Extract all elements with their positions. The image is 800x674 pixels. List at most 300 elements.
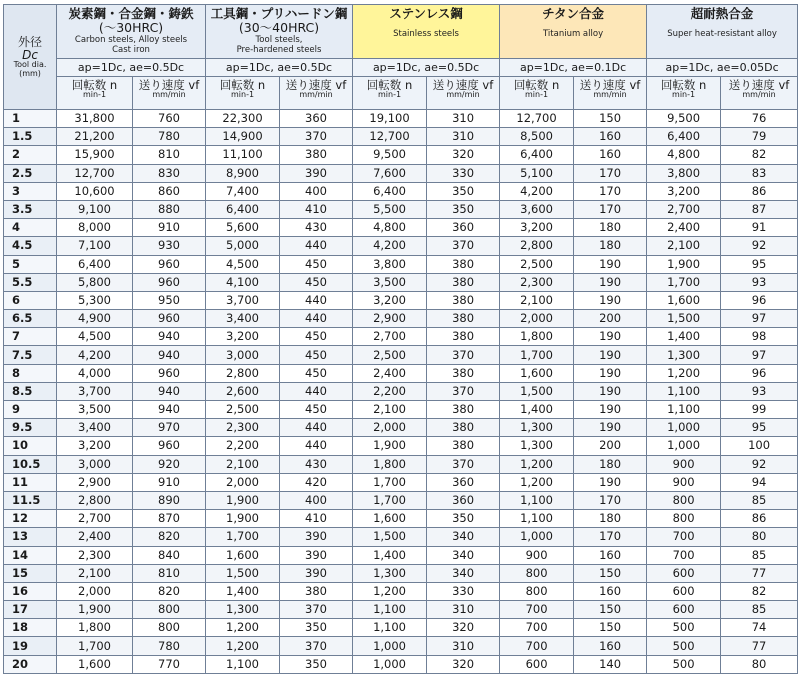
spindle-speed-cell: 5,500 (353, 200, 427, 218)
feed-rate-header-unit: mm/min (152, 90, 186, 100)
spindle-speed-cell: 1,500 (353, 528, 427, 546)
tool-diameter-cell: 7 (4, 328, 57, 346)
spindle-speed-header-label: 回転数 n (513, 78, 560, 92)
spindle-speed-cell: 8,900 (206, 164, 280, 182)
feed-rate-cell: 350 (427, 200, 500, 218)
cut-depth-tool-steel: ap=1Dc, ae=0.5Dc (206, 59, 353, 77)
table-row (4, 382, 798, 400)
feed-rate-cell: 430 (280, 455, 353, 473)
table-row (4, 437, 798, 455)
feed-rate-cell: 450 (280, 328, 353, 346)
spindle-speed-header (647, 77, 721, 110)
spindle-speed-cell: 3,200 (500, 219, 574, 237)
feed-rate-cell: 86 (721, 510, 798, 528)
feed-rate-cell: 77 (721, 637, 798, 655)
cut-depth-carbon: ap=1Dc, ae=0.5Dc (57, 59, 206, 77)
spindle-speed-cell: 8,000 (57, 219, 133, 237)
spindle-speed-header-unit: min-1 (230, 90, 255, 100)
spindle-speed-cell: 2,500 (353, 346, 427, 364)
tool-diameter-cell: 10 (4, 437, 57, 455)
feed-rate-header-label: 送り速度 vf (432, 78, 494, 92)
group-title-en: Super heat-resistant alloy (667, 29, 777, 39)
feed-rate-cell: 370 (280, 601, 353, 619)
tool-diameter-cell: 12 (4, 510, 57, 528)
spindle-speed-cell: 3,800 (647, 164, 721, 182)
spindle-speed-cell: 3,200 (647, 182, 721, 200)
spindle-speed-cell: 3,500 (57, 401, 133, 419)
group-title-en: Stainless steels (393, 29, 459, 39)
feed-rate-header-label: 送り速度 vf (138, 78, 200, 92)
spindle-speed-cell: 2,600 (206, 382, 280, 400)
spindle-speed-cell: 3,700 (57, 382, 133, 400)
spindle-speed-cell: 600 (647, 601, 721, 619)
feed-rate-header (574, 77, 647, 110)
feed-rate-cell: 920 (133, 455, 206, 473)
spindle-speed-cell: 2,500 (500, 255, 574, 273)
feed-rate-cell: 310 (427, 601, 500, 619)
feed-rate-cell: 940 (133, 401, 206, 419)
spindle-speed-cell: 5,800 (57, 273, 133, 291)
feed-rate-cell: 940 (133, 346, 206, 364)
spindle-speed-cell: 1,900 (647, 255, 721, 273)
spindle-speed-header-unit: min-1 (82, 90, 107, 100)
spindle-speed-cell: 21,200 (57, 128, 133, 146)
spindle-speed-cell: 9,500 (647, 110, 721, 128)
feed-rate-cell: 180 (574, 237, 647, 255)
feed-rate-cell: 370 (280, 128, 353, 146)
feed-rate-cell: 74 (721, 619, 798, 637)
feed-rate-header-unit: mm/min (446, 90, 480, 100)
feed-rate-cell: 150 (574, 564, 647, 582)
spindle-speed-header-label: 回転数 n (219, 78, 266, 92)
spindle-speed-cell: 700 (647, 546, 721, 564)
feed-rate-cell: 160 (574, 128, 647, 146)
tool-diameter-cell: 14 (4, 546, 57, 564)
feed-rate-cell: 430 (280, 219, 353, 237)
spindle-speed-cell: 1,300 (500, 419, 574, 437)
spindle-speed-cell: 2,700 (57, 510, 133, 528)
table-row (4, 619, 798, 637)
feed-rate-cell: 190 (574, 401, 647, 419)
spindle-speed-cell: 15,900 (57, 146, 133, 164)
feed-rate-cell: 390 (280, 546, 353, 564)
feed-rate-cell: 190 (574, 273, 647, 291)
feed-rate-cell: 170 (574, 182, 647, 200)
feed-rate-cell: 93 (721, 382, 798, 400)
tool-diameter-cell: 5 (4, 255, 57, 273)
tool-diameter-cell: 6 (4, 291, 57, 309)
spindle-speed-cell: 12,700 (500, 110, 574, 128)
feed-rate-cell: 780 (133, 637, 206, 655)
feed-rate-cell: 79 (721, 128, 798, 146)
spindle-speed-cell: 1,500 (500, 382, 574, 400)
table-row (4, 182, 798, 200)
tool-diameter-cell: 2.5 (4, 164, 57, 182)
spindle-speed-cell: 1,700 (57, 637, 133, 655)
spindle-speed-cell: 1,000 (500, 528, 574, 546)
feed-rate-cell: 350 (280, 619, 353, 637)
feed-rate-cell: 85 (721, 491, 798, 509)
spindle-speed-cell: 600 (647, 564, 721, 582)
feed-rate-cell: 450 (280, 255, 353, 273)
spindle-speed-cell: 6,400 (353, 182, 427, 200)
spindle-speed-cell: 1,900 (206, 491, 280, 509)
feed-rate-cell: 380 (427, 291, 500, 309)
spindle-speed-cell: 2,100 (500, 291, 574, 309)
tool-dia-symbol: Dc (22, 47, 38, 62)
feed-rate-cell: 840 (133, 546, 206, 564)
feed-rate-cell: 330 (427, 582, 500, 600)
table-row (4, 491, 798, 509)
feed-rate-cell: 97 (721, 346, 798, 364)
feed-rate-cell: 390 (280, 164, 353, 182)
feed-rate-cell: 150 (574, 110, 647, 128)
feed-rate-header-label: 送り速度 vf (285, 78, 347, 92)
feed-rate-header-label: 送り速度 vf (728, 78, 790, 92)
spindle-speed-cell: 1,700 (353, 473, 427, 491)
feed-rate-cell: 190 (574, 255, 647, 273)
feed-rate-cell: 85 (721, 601, 798, 619)
group-title-jp: 炭素鋼・合金鋼・鋳鉄 (68, 6, 194, 21)
spindle-speed-cell: 19,100 (353, 110, 427, 128)
feed-rate-cell: 200 (574, 437, 647, 455)
table-row (4, 601, 798, 619)
spindle-speed-cell: 6,400 (500, 146, 574, 164)
tool-diameter-cell: 1.5 (4, 128, 57, 146)
spindle-speed-cell: 8,500 (500, 128, 574, 146)
table-row (4, 128, 798, 146)
feed-rate-cell: 760 (133, 110, 206, 128)
spindle-speed-cell: 1,200 (206, 619, 280, 637)
spindle-speed-cell: 2,100 (353, 401, 427, 419)
spindle-speed-cell: 2,800 (500, 237, 574, 255)
spindle-speed-cell: 600 (647, 582, 721, 600)
spindle-speed-cell: 1,600 (500, 364, 574, 382)
feed-rate-cell: 380 (427, 273, 500, 291)
feed-rate-cell: 190 (574, 346, 647, 364)
spindle-speed-cell: 4,200 (353, 237, 427, 255)
feed-rate-cell: 870 (133, 510, 206, 528)
feed-rate-cell: 320 (427, 619, 500, 637)
feed-rate-cell: 97 (721, 310, 798, 328)
tool-diameter-cell: 2 (4, 146, 57, 164)
group-hardness: (～30HRC) (98, 20, 164, 35)
spindle-speed-cell: 1,800 (353, 455, 427, 473)
feed-rate-cell: 910 (133, 219, 206, 237)
feed-rate-cell: 930 (133, 237, 206, 255)
spindle-speed-cell: 1,400 (647, 328, 721, 346)
table-row (4, 291, 798, 309)
feed-rate-cell: 170 (574, 164, 647, 182)
table-row (4, 237, 798, 255)
group-title-jp: チタン合金 (542, 6, 604, 21)
feed-rate-cell: 400 (280, 182, 353, 200)
spindle-speed-cell: 7,400 (206, 182, 280, 200)
spindle-speed-cell: 3,000 (206, 346, 280, 364)
feed-rate-cell: 340 (427, 528, 500, 546)
spindle-speed-cell: 9,100 (57, 200, 133, 218)
spindle-speed-cell: 1,200 (500, 455, 574, 473)
feed-rate-cell: 380 (427, 364, 500, 382)
spindle-speed-cell: 4,100 (206, 273, 280, 291)
feed-rate-cell: 960 (133, 273, 206, 291)
spindle-speed-cell: 900 (647, 455, 721, 473)
spindle-speed-cell: 2,000 (353, 419, 427, 437)
tool-diameter-cell: 17 (4, 601, 57, 619)
group-title-jp: 超耐熱合金 (690, 6, 754, 21)
table-row (4, 655, 798, 673)
spindle-speed-cell: 2,800 (206, 364, 280, 382)
tool-diameter-cell: 8 (4, 364, 57, 382)
feed-rate-cell: 820 (133, 528, 206, 546)
cut-depth-heat-resistant: ap=1Dc, ae=0.05Dc (647, 59, 798, 77)
table-row (4, 310, 798, 328)
table-row (4, 419, 798, 437)
feed-rate-cell: 80 (721, 655, 798, 673)
feed-rate-cell: 150 (574, 619, 647, 637)
feed-rate-cell: 380 (427, 419, 500, 437)
feed-rate-cell: 330 (427, 164, 500, 182)
feed-rate-cell: 310 (427, 637, 500, 655)
feed-rate-cell: 380 (427, 437, 500, 455)
feed-rate-cell: 190 (574, 364, 647, 382)
table-row (4, 146, 798, 164)
feed-rate-header (427, 77, 500, 110)
feed-rate-cell: 970 (133, 419, 206, 437)
spindle-speed-cell: 2,400 (57, 528, 133, 546)
spindle-speed-cell: 1,100 (206, 655, 280, 673)
feed-rate-cell: 98 (721, 328, 798, 346)
feed-rate-cell: 380 (427, 401, 500, 419)
spindle-speed-cell: 4,900 (57, 310, 133, 328)
spindle-speed-cell: 800 (647, 510, 721, 528)
feed-rate-cell: 880 (133, 200, 206, 218)
table-row (4, 637, 798, 655)
feed-rate-cell: 200 (574, 310, 647, 328)
spindle-speed-cell: 11,100 (206, 146, 280, 164)
feed-rate-cell: 820 (133, 582, 206, 600)
table-row (4, 455, 798, 473)
spindle-speed-cell: 2,100 (57, 564, 133, 582)
spindle-speed-cell: 800 (500, 564, 574, 582)
feed-rate-cell: 180 (574, 219, 647, 237)
feed-rate-cell: 450 (280, 346, 353, 364)
feed-rate-cell: 440 (280, 382, 353, 400)
spindle-speed-cell: 1,500 (647, 310, 721, 328)
table-row (4, 510, 798, 528)
spindle-speed-cell: 4,800 (353, 219, 427, 237)
feed-rate-cell: 380 (427, 310, 500, 328)
spindle-speed-cell: 900 (647, 473, 721, 491)
feed-rate-cell: 170 (574, 491, 647, 509)
feed-rate-cell: 810 (133, 564, 206, 582)
group-stainless-steel (353, 5, 500, 59)
spindle-speed-cell: 1,400 (353, 546, 427, 564)
spindle-speed-cell: 6,400 (57, 255, 133, 273)
table-row (4, 164, 798, 182)
spindle-speed-cell: 1,100 (500, 491, 574, 509)
spindle-speed-cell: 3,600 (500, 200, 574, 218)
spindle-speed-cell: 1,100 (647, 382, 721, 400)
spindle-speed-cell: 4,200 (57, 346, 133, 364)
spindle-speed-cell: 2,400 (647, 219, 721, 237)
spindle-speed-cell: 500 (647, 619, 721, 637)
feed-rate-cell: 370 (427, 382, 500, 400)
spindle-speed-cell: 1,700 (206, 528, 280, 546)
tool-dia-unit: (mm) (19, 68, 41, 78)
spindle-speed-cell: 1,200 (647, 364, 721, 382)
spindle-speed-cell: 14,900 (206, 128, 280, 146)
feed-rate-cell: 450 (280, 401, 353, 419)
spindle-speed-cell: 1,100 (647, 401, 721, 419)
spindle-speed-cell: 3,500 (353, 273, 427, 291)
spindle-speed-cell: 2,900 (57, 473, 133, 491)
spindle-speed-cell: 1,700 (500, 346, 574, 364)
group-titanium-alloy (500, 5, 647, 59)
feed-rate-header-unit: mm/min (742, 90, 776, 100)
feed-rate-cell: 180 (574, 510, 647, 528)
tool-diameter-cell: 7.5 (4, 346, 57, 364)
feed-rate-header (280, 77, 353, 110)
spindle-speed-cell: 1,700 (647, 273, 721, 291)
spindle-speed-cell: 1,100 (353, 619, 427, 637)
feed-rate-cell: 310 (427, 110, 500, 128)
spindle-speed-cell: 2,000 (57, 582, 133, 600)
spindle-speed-header (206, 77, 280, 110)
tool-diameter-cell: 11.5 (4, 491, 57, 509)
tool-diameter-cell: 4 (4, 219, 57, 237)
spindle-speed-cell: 3,200 (353, 291, 427, 309)
feed-rate-header-unit: mm/min (299, 90, 333, 100)
feed-rate-cell: 360 (427, 473, 500, 491)
spindle-speed-cell: 500 (647, 637, 721, 655)
spindle-speed-header (57, 77, 133, 110)
spindle-speed-cell: 10,600 (57, 182, 133, 200)
feed-rate-cell: 100 (721, 437, 798, 455)
table-row (4, 582, 798, 600)
tool-diameter-cell: 9 (4, 401, 57, 419)
feed-rate-cell: 190 (574, 328, 647, 346)
spindle-speed-cell: 2,000 (206, 473, 280, 491)
spindle-speed-cell: 3,800 (353, 255, 427, 273)
spindle-speed-cell: 22,300 (206, 110, 280, 128)
tool-diameter-cell: 3 (4, 182, 57, 200)
feed-rate-cell: 450 (280, 364, 353, 382)
spindle-speed-header-unit: min-1 (672, 90, 696, 100)
spindle-speed-cell: 1,300 (353, 564, 427, 582)
spindle-speed-cell: 700 (647, 528, 721, 546)
spindle-speed-cell: 1,000 (647, 437, 721, 455)
spindle-speed-cell: 700 (500, 637, 574, 655)
spindle-speed-cell: 1,000 (353, 637, 427, 655)
feed-rate-cell: 95 (721, 255, 798, 273)
spindle-speed-cell: 4,500 (206, 255, 280, 273)
feed-rate-cell: 96 (721, 291, 798, 309)
table-row (4, 273, 798, 291)
feed-rate-cell: 960 (133, 310, 206, 328)
spindle-speed-cell: 2,300 (57, 546, 133, 564)
spindle-speed-cell: 1,200 (500, 473, 574, 491)
tool-diameter-cell: 10.5 (4, 455, 57, 473)
spindle-speed-cell: 1,000 (647, 419, 721, 437)
group-carbon-steel (57, 5, 206, 59)
feed-rate-cell: 190 (574, 419, 647, 437)
spindle-speed-cell: 2,100 (647, 237, 721, 255)
spindle-speed-cell: 2,100 (206, 455, 280, 473)
spindle-speed-cell: 12,700 (57, 164, 133, 182)
spindle-speed-cell: 1,100 (500, 510, 574, 528)
feed-rate-cell: 93 (721, 273, 798, 291)
feed-rate-cell: 400 (280, 491, 353, 509)
tool-diameter-cell: 4.5 (4, 237, 57, 255)
spindle-speed-cell: 1,300 (647, 346, 721, 364)
group-title-jp: 工具鋼・プリハードン鋼 (210, 6, 348, 21)
spindle-speed-cell: 2,700 (647, 200, 721, 218)
spindle-speed-cell: 6,400 (206, 200, 280, 218)
tool-dia-en: Tool dia. (13, 60, 47, 70)
feed-rate-cell: 160 (574, 582, 647, 600)
feed-rate-cell: 94 (721, 473, 798, 491)
feed-rate-cell: 86 (721, 182, 798, 200)
feed-rate-cell: 80 (721, 528, 798, 546)
feed-rate-cell: 170 (574, 528, 647, 546)
spindle-speed-cell: 3,400 (206, 310, 280, 328)
group-heat-resistant-alloy (647, 5, 798, 59)
feed-rate-cell: 320 (427, 655, 500, 673)
feed-rate-cell: 150 (574, 601, 647, 619)
feed-rate-cell: 910 (133, 473, 206, 491)
cut-depth-stainless: ap=1Dc, ae=0.5Dc (353, 59, 500, 77)
feed-rate-cell: 190 (574, 382, 647, 400)
feed-rate-cell: 140 (574, 655, 647, 673)
spindle-speed-cell: 4,000 (57, 364, 133, 382)
group-hardness: (30～40HRC) (238, 20, 320, 35)
feed-rate-cell: 440 (280, 437, 353, 455)
spindle-speed-cell: 2,400 (353, 364, 427, 382)
table-row (4, 200, 798, 218)
feed-rate-cell: 360 (427, 219, 500, 237)
feed-rate-cell: 860 (133, 182, 206, 200)
feed-rate-cell: 380 (280, 582, 353, 600)
feed-rate-cell: 170 (574, 200, 647, 218)
tool-diameter-cell: 18 (4, 619, 57, 637)
spindle-speed-cell: 9,500 (353, 146, 427, 164)
spindle-speed-header-label: 回転数 n (660, 78, 707, 92)
feed-rate-header (721, 77, 798, 110)
spindle-speed-cell: 2,700 (353, 328, 427, 346)
group-title-jp: ステンレス鋼 (389, 6, 463, 21)
spindle-speed-cell: 2,200 (353, 382, 427, 400)
spindle-speed-cell: 7,100 (57, 237, 133, 255)
spindle-speed-cell: 1,600 (206, 546, 280, 564)
feed-rate-cell: 950 (133, 291, 206, 309)
feed-rate-cell: 940 (133, 328, 206, 346)
tool-diameter-cell: 5.5 (4, 273, 57, 291)
spindle-speed-cell: 2,300 (206, 419, 280, 437)
feed-rate-cell: 440 (280, 291, 353, 309)
tool-diameter-header (4, 5, 57, 110)
spindle-speed-cell: 900 (500, 546, 574, 564)
table-row (4, 564, 798, 582)
feed-rate-cell: 410 (280, 510, 353, 528)
tool-diameter-cell: 1 (4, 110, 57, 128)
spindle-speed-cell: 2,000 (500, 310, 574, 328)
table-row (4, 110, 798, 128)
feed-rate-header-label: 送り速度 vf (579, 78, 641, 92)
feed-rate-cell: 940 (133, 382, 206, 400)
spindle-speed-cell: 1,700 (353, 491, 427, 509)
feed-rate-cell: 95 (721, 419, 798, 437)
